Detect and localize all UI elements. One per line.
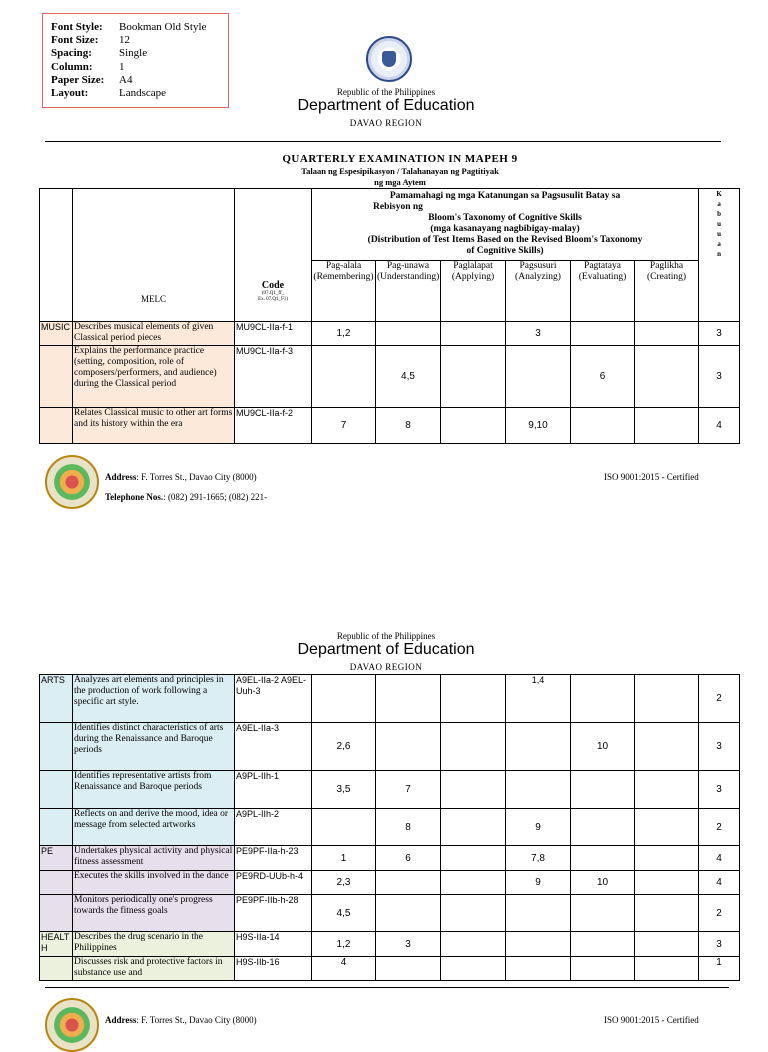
total-cell: 4 <box>699 408 740 444</box>
table-row <box>40 895 740 932</box>
item-cell <box>441 675 506 723</box>
table-row <box>40 871 740 895</box>
item-cell <box>441 846 506 871</box>
code-cell: PE9PF-IIb-h-28 <box>235 895 312 932</box>
item-cell <box>635 322 699 346</box>
item-cell: 3 <box>506 322 571 346</box>
item-cell: 6 <box>571 346 635 408</box>
total-cell: 4 <box>699 846 740 871</box>
melc-cell: Reflects on and derive the mood, idea or message from selected artworks <box>73 809 235 846</box>
item-cell <box>506 346 571 408</box>
code-cell: H9S-IIa-14 <box>235 932 312 957</box>
item-cell: 3,5 <box>312 771 376 809</box>
telephone-line: Telephone Nos.: (082) 291-1665; (082) 221- <box>105 492 268 502</box>
item-cell <box>506 957 571 981</box>
address-line: Address: F. Torres St., Davao City (8000) <box>105 1015 257 1025</box>
item-cell <box>571 846 635 871</box>
item-cell <box>635 675 699 723</box>
format-info-box <box>42 13 229 108</box>
total-cell: 3 <box>699 322 740 346</box>
melc-cell: Executes the skills involved in the dance <box>73 871 235 895</box>
item-cell: 10 <box>571 723 635 771</box>
item-cell: 8 <box>376 408 441 444</box>
item-cell <box>441 932 506 957</box>
total-cell: 2 <box>699 809 740 846</box>
area-label <box>40 895 73 932</box>
header-divider <box>45 141 721 142</box>
table-row <box>40 771 740 809</box>
item-cell: 3 <box>376 932 441 957</box>
melc-cell: Discusses risk and protective factors in substance use and <box>73 957 235 981</box>
item-cell <box>376 871 441 895</box>
format-row: Layout: Landscape <box>51 87 167 100</box>
table-row <box>40 957 740 981</box>
melc-cell: Relates Classical music to other art forms and its history within the era <box>73 408 235 444</box>
item-cell: 10 <box>571 871 635 895</box>
item-cell <box>571 322 635 346</box>
item-cell: 9 <box>506 809 571 846</box>
division-logo-icon <box>45 998 99 1052</box>
item-cell <box>571 932 635 957</box>
code-cell: A9EL-IIa-2 A9EL-Uuh-3 <box>235 675 312 723</box>
item-cell: 8 <box>376 809 441 846</box>
melc-cell: Identifies distinct characteristics of arts during the Renaissance and Baroque periods <box>73 723 235 771</box>
item-cell <box>571 809 635 846</box>
tos-table-page2 <box>39 674 740 981</box>
item-cell <box>441 408 506 444</box>
item-cell: 7 <box>312 408 376 444</box>
total-cell: 3 <box>699 771 740 809</box>
item-cell <box>571 957 635 981</box>
area-label <box>40 408 73 444</box>
table-row <box>40 932 740 957</box>
area-label <box>40 723 73 771</box>
area-label <box>40 871 73 895</box>
item-cell <box>441 957 506 981</box>
level-header: Pag-unawa (Understanding) <box>376 261 441 322</box>
level-header: Pagsusuri (Analyzing) <box>506 261 571 322</box>
item-cell <box>635 932 699 957</box>
kabuuan-header: K a b u u a n <box>699 189 740 322</box>
department-title: Department of Education <box>297 97 475 114</box>
item-cell <box>506 932 571 957</box>
footer-divider <box>45 987 729 988</box>
code-cell: H9S-IIb-16 <box>235 957 312 981</box>
item-cell: 4,5 <box>312 895 376 932</box>
item-cell <box>312 809 376 846</box>
level-header: Paglalapat (Applying) <box>441 261 506 322</box>
total-cell: 4 <box>699 871 740 895</box>
item-cell <box>376 957 441 981</box>
code-cell: PE9RD-UUb-h-4 <box>235 871 312 895</box>
table-row <box>40 723 740 771</box>
item-cell <box>635 771 699 809</box>
area-label: HEALTH <box>40 932 73 957</box>
item-cell <box>441 809 506 846</box>
area-label <box>40 771 73 809</box>
item-cell <box>635 846 699 871</box>
item-cell: 2,6 <box>312 723 376 771</box>
melc-cell: Describes musical elements of given Classical period pieces <box>73 322 235 346</box>
item-cell <box>376 322 441 346</box>
melc-header: MELC <box>73 189 235 322</box>
table-row <box>40 322 740 346</box>
item-cell <box>571 771 635 809</box>
item-cell <box>441 723 506 771</box>
exam-subtitle-2: ng mga Aytem <box>374 177 426 187</box>
format-row: Spacing: Single <box>51 47 148 60</box>
item-cell: 7 <box>376 771 441 809</box>
table-row <box>40 846 740 871</box>
item-cell <box>312 675 376 723</box>
area-label: ARTS <box>40 675 73 723</box>
item-cell <box>635 408 699 444</box>
melc-cell: Explains the performance practice (setting, composition, role of composers/performers, and audience) during the Classical period <box>73 346 235 408</box>
total-cell: 3 <box>699 346 740 408</box>
item-cell <box>635 871 699 895</box>
melc-cell: Undertakes physical activity and physical fitness assessment <box>73 846 235 871</box>
table-row <box>40 408 740 444</box>
area-label <box>40 346 73 408</box>
iso-cert-text: ISO 9001:2015 - Certified <box>604 472 699 482</box>
tos-table-page1 <box>39 188 740 444</box>
total-cell: 3 <box>699 932 740 957</box>
bloom-group-header: Pamamahagi ng mga Katanungan sa Pagsusulit Batay sa Rebisyon ng Bloom's Taxonomy of Cognitive Skills (mga kasanayang nagbibigay-malay) (Distribution of Test Items Based on the Revised Bloom's Taxonomy of Cognitive Skills) <box>312 189 699 261</box>
melc-cell: Identifies representative artists from Renaissance and Baroque periods <box>73 771 235 809</box>
area-label <box>40 809 73 846</box>
item-cell: 4,5 <box>376 346 441 408</box>
table-row <box>40 675 740 723</box>
item-cell <box>571 895 635 932</box>
item-cell <box>571 675 635 723</box>
item-cell <box>441 771 506 809</box>
region-text: DAVAO REGION <box>349 118 423 128</box>
item-cell: 9 <box>506 871 571 895</box>
item-cell: 6 <box>376 846 441 871</box>
level-header: Pagtataya (Evaluating) <box>571 261 635 322</box>
area-label: MUSIC <box>40 322 73 346</box>
melc-cell: Analyzes art elements and principles in the production of work following a specific art style. <box>73 675 235 723</box>
republic-text: Republic of the Philippines <box>336 631 436 641</box>
division-logo-icon <box>45 455 99 509</box>
total-cell: 1 <box>699 957 740 981</box>
item-cell <box>635 957 699 981</box>
total-cell: 2 <box>699 675 740 723</box>
area-header-cell <box>40 189 73 322</box>
item-cell <box>312 346 376 408</box>
item-cell: 2,3 <box>312 871 376 895</box>
code-cell: MU9CL-IIa-f-3 <box>235 346 312 408</box>
code-cell: PE9PF-IIa-h-23 <box>235 846 312 871</box>
table-row <box>40 809 740 846</box>
item-cell <box>635 723 699 771</box>
item-cell: 1 <box>312 846 376 871</box>
address-line: Address: F. Torres St., Davao City (8000) <box>105 472 257 482</box>
item-cell <box>506 771 571 809</box>
item-cell: 1,2 <box>312 322 376 346</box>
item-cell <box>376 895 441 932</box>
format-row: Paper Size: A4 <box>51 73 133 86</box>
format-row: Font Style: Bookman Old Style <box>51 21 207 33</box>
iso-cert-text: ISO 9001:2015 - Certified <box>604 1015 699 1025</box>
area-label: PE <box>40 846 73 871</box>
item-cell <box>635 809 699 846</box>
item-cell: 1,4 <box>506 675 571 723</box>
item-cell <box>506 895 571 932</box>
code-cell: MU9CL-IIa-f-2 <box>235 408 312 444</box>
code-header: Code (07.Q1_ff_ Ex. 07.Q1_F1) <box>235 189 312 322</box>
deped-seal-icon <box>366 36 412 82</box>
item-cell <box>376 675 441 723</box>
format-row: Column: 1 <box>51 60 125 73</box>
code-cell: A9EL-IIa-3 <box>235 723 312 771</box>
code-cell: A9PL-IIh-2 <box>235 809 312 846</box>
item-cell <box>441 871 506 895</box>
item-cell <box>635 346 699 408</box>
melc-cell: Monitors periodically one's progress towards the fitness goals <box>73 895 235 932</box>
code-cell: A9PL-IIh-1 <box>235 771 312 809</box>
level-header: Pag-alala (Remembering) <box>312 261 376 322</box>
item-cell: 1,2 <box>312 932 376 957</box>
level-header: Paglikha (Creating) <box>635 261 699 322</box>
total-cell: 3 <box>699 723 740 771</box>
republic-text: Republic of the Philippines <box>336 87 436 97</box>
item-cell <box>635 895 699 932</box>
item-cell <box>441 895 506 932</box>
item-cell <box>506 723 571 771</box>
code-cell: MU9CL-IIa-f-1 <box>235 322 312 346</box>
item-cell <box>441 346 506 408</box>
item-cell <box>376 723 441 771</box>
table-row <box>40 346 740 408</box>
total-cell: 2 <box>699 895 740 932</box>
melc-cell: Describes the drug scenario in the Philippines <box>73 932 235 957</box>
exam-title: QUARTERLY EXAMINATION IN MAPEH 9 <box>282 153 518 165</box>
exam-subtitle: Talaan ng Espesipikasyon / Talahanayan ng Pagtitiyak <box>301 166 499 176</box>
item-cell: 7,8 <box>506 846 571 871</box>
header-row-group <box>40 189 740 261</box>
item-cell: 9,10 <box>506 408 571 444</box>
area-label <box>40 957 73 981</box>
item-cell <box>571 408 635 444</box>
department-title: Department of Education <box>297 641 475 658</box>
region-text: DAVAO REGION <box>349 662 423 672</box>
format-row: Font Size: 12 <box>51 34 130 47</box>
item-cell <box>441 322 506 346</box>
item-cell: 4 <box>312 957 376 981</box>
